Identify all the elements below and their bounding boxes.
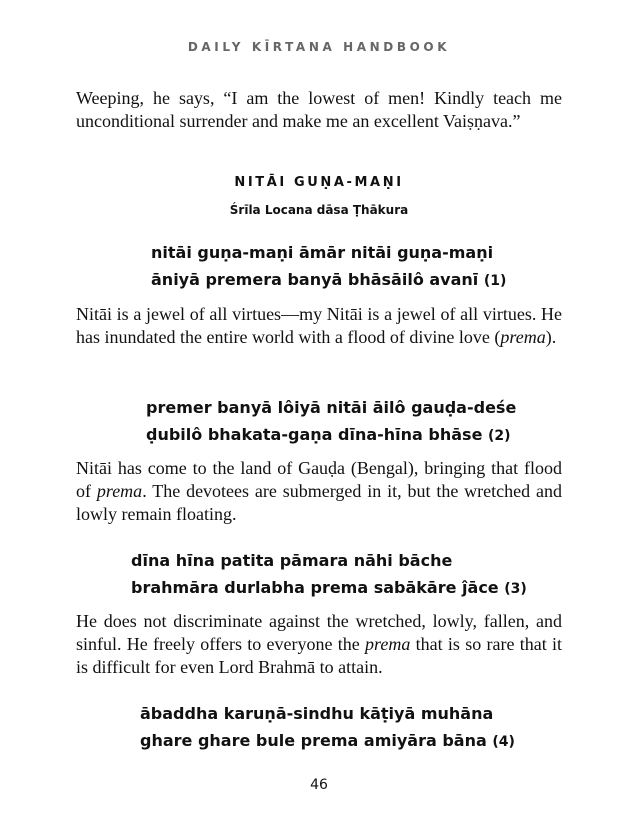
verse-text: āniyā premera banyā bhāsāilô avanī (151, 270, 479, 289)
verse-line: premer banyā lôiyā nitāi āilô gauḍa-deśe (146, 398, 517, 417)
page-number: 46 (310, 777, 328, 793)
translation-emphasis: prema (96, 481, 143, 501)
running-head: DAILY KĪRTANA HANDBOOK (187, 40, 451, 54)
verse-line: dīna hīna patita pāmara nāhi bāche (131, 551, 453, 570)
verse-2 (146, 394, 516, 450)
translation-text: that is so rare that it is difficult for even Lord Brahmā to attain. (76, 634, 563, 677)
verse-number: (4) (492, 734, 515, 750)
verse-line (140, 727, 515, 756)
verse-number: (1) (483, 273, 507, 289)
translation-2 (76, 457, 562, 526)
verse-text: ḍubilô bhakata-gaṇa dīna-hīna bhāse (146, 425, 483, 444)
translation-text: He does not discriminate against the wretched, lowly, fallen, and sinful. He freely offers to everyone the (76, 611, 562, 654)
translation-text: Nitāi is a jewel of all virtues—my Nitāi is a jewel of all virtues. He has inundated the entire world with a flood of divine love ( (76, 304, 562, 347)
intro-paragraph: Weeping, he says, “I am the lowest of men! Kindly teach me unconditional surrender and make me an excellent Vaiṣṇava.” (76, 88, 562, 131)
translation-text: . The devotees are submerged in it, but the wretched and lowly remain floating. (76, 481, 562, 524)
verse-line (146, 421, 516, 450)
verse-text: brahmāra durlabha prema sabākāre ĵāce (131, 578, 499, 597)
verse-3 (131, 547, 527, 603)
translation-text: Nitāi has come to the land of Gauḍa (Bengal), bringing that flood of (76, 458, 562, 501)
verse-line (151, 266, 506, 295)
translation-3 (76, 610, 562, 679)
verse-1 (151, 239, 506, 295)
song-author: Śrīla Locana dāsa Ṭhākura (229, 203, 409, 217)
translation-text: ). (545, 327, 557, 347)
verse-line: nitāi guṇa-maṇi āmār nitāi guṇa-maṇi (151, 243, 494, 262)
verse-number: (2) (488, 428, 511, 444)
song-title: NITĀI GUṆA-MAṆI (234, 175, 404, 190)
verse-number: (3) (504, 581, 527, 597)
translation-emphasis: prema (365, 634, 411, 654)
verse-line: ābaddha karuṇā-sindhu kāṭiyā muhāna (140, 704, 494, 723)
translation-1 (76, 303, 562, 349)
verse-text: ghare ghare bule prema amiyāra bāna (140, 731, 487, 750)
verse-line (131, 574, 527, 603)
verse-4 (140, 700, 515, 756)
translation-emphasis: prema (500, 327, 546, 347)
